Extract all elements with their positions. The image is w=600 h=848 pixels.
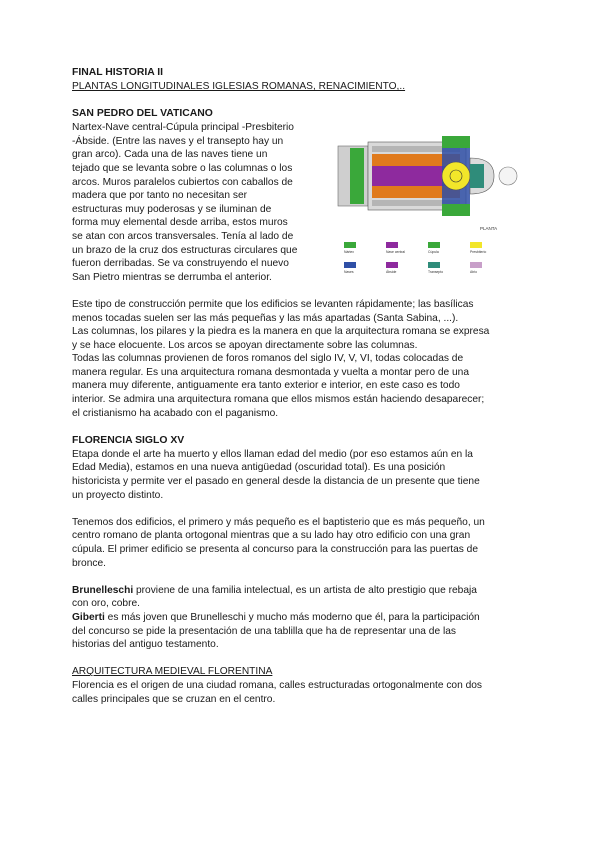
legend-swatch	[386, 262, 398, 268]
vaticano-text	[72, 121, 324, 284]
text-line	[72, 611, 530, 625]
legend-label: Naves	[344, 270, 354, 274]
text-line: del concurso se pide la presentación de una tablilla que ha de representar una de las	[72, 625, 456, 637]
legend-label: Presbiterio	[470, 250, 487, 254]
text-line: se atan con arcos transversales. Tenía al lado de	[72, 230, 294, 242]
text-line: cúpula. El primer edificio se presenta al concurso para la construcción para las puertas de	[72, 544, 479, 555]
legend-label: Atrio	[470, 270, 477, 274]
text-line: Las columnas, los pilares y la piedra es la manera en que la arquitectura romana se expresa	[72, 326, 490, 338]
text-line: centro romano de planta ortogonal mientras que a su lado hay otro edificio con una gran	[72, 530, 471, 542]
text-line: Nartex-Nave central-Cúpula principal -Presbiterio	[72, 122, 294, 134]
document-page	[72, 66, 530, 706]
figure-label: PLANTA	[480, 226, 498, 231]
legend-label: Ábside	[386, 270, 397, 274]
legend-label: Transepto	[428, 270, 444, 274]
text-span: proviene de una familia intelectual, es un artista de alto prestigio que rebaja	[133, 584, 477, 596]
text-line: historias del antiguo testamento.	[72, 639, 219, 651]
text-line: fueron derribadas. Se va construyendo el nuevo	[72, 258, 289, 270]
legend-swatch	[470, 242, 482, 248]
text-line: -Ábside. (Entre las naves y el transepto hay un	[72, 135, 284, 147]
text-line: calles principales que se cruzan en el centro.	[72, 693, 276, 705]
legend-swatch	[428, 242, 440, 248]
legend-label: Cúpula	[428, 250, 439, 254]
text-line: historicista y permite ver el pasado en general desde la distancia de un presente que tiene	[72, 476, 480, 488]
text-line: San Pietro mientras se derrumba el anterior.	[72, 271, 272, 283]
text-line: un brazo de la cruz dos estructuras circulares que	[72, 244, 298, 256]
text-line: madera que por tanto no necesitan ser	[72, 190, 247, 202]
document-title: FINAL HISTORIA II	[72, 67, 164, 78]
text-span: es más joven que Brunelleschi y mucho más moderno que él, para la participación	[104, 611, 480, 623]
legend-swatch	[344, 262, 356, 268]
text-line: estructuras muy poderosas y se iluminan de	[72, 203, 272, 215]
text-line: Tenemos dos edificios, el primero y más pequeño es el baptisterio que es más pequeño, un	[72, 516, 485, 528]
legend-swatch	[428, 262, 440, 268]
legend-swatch	[470, 262, 482, 268]
document-subtitle: PLANTAS LONGITUDINALES IGLESIAS ROMANAS, RENACIMIENTO,..	[72, 81, 406, 92]
legend-label: Nártex	[344, 250, 354, 254]
paragraph-florencia-2	[72, 516, 530, 570]
text-line: menos tocadas suelen ser las más pequeñas y las más apartadas (Santa Sabina, ...).	[72, 312, 459, 324]
paragraph-basilicas	[72, 298, 530, 420]
paragraph-medieval	[72, 679, 530, 706]
text-line: con oro, cobre.	[72, 598, 140, 610]
text-line: manera regular. Es una arquitectura romana desmontada y vuelta a montar pero de una	[72, 366, 469, 378]
text-line: y se hace elocuente. Los arcos se apoyan directamente sobre las columnas.	[72, 339, 418, 351]
section-heading-vaticano: SAN PEDRO DEL VATICANO	[72, 108, 213, 120]
basilica-floor-plan-figure	[334, 134, 530, 298]
brunelleschi-name: Brunelleschi	[72, 584, 134, 596]
text-line: el cristianismo ha acabado con el paganismo.	[72, 407, 279, 419]
text-line: Florencia es el origen de una ciudad romana, calles estructuradas ortogonalmente con dos	[72, 679, 483, 691]
giberti-name: Giberti	[72, 611, 105, 623]
legend-swatch	[386, 242, 398, 248]
section-heading-florencia: FLORENCIA SIGLO XV	[72, 434, 185, 446]
text-line: bronce.	[72, 557, 106, 569]
legend-label: Nave central	[386, 250, 406, 254]
text-line: interior. Se admira una arquitectura romana que ellos mismos están haciendo desaparecer;	[72, 394, 485, 406]
paragraph-artists	[72, 584, 530, 652]
text-line: un proyecto distinto.	[72, 489, 164, 501]
text-line: arcos. Muros paralelos cubiertos con caballos de	[72, 176, 293, 188]
text-line: Este tipo de construcción permite que los edificios se levanten rápidamente; las basílicas	[72, 298, 474, 310]
text-line: forma muy elemental desde arriba, estos muros	[72, 217, 288, 229]
text-line: Todas las columnas provienen de foros romanos del siglo IV, V, VI, todas colocadas de	[72, 353, 464, 365]
text-line: tejado que se levanta sobre o las columnas o los	[72, 162, 293, 174]
paragraph-florencia-1	[72, 448, 530, 502]
text-line: gran arco). Cada una de las naves tiene un	[72, 149, 268, 161]
text-line	[72, 584, 530, 598]
text-line: Etapa donde el arte ha muerto y ellos llaman edad del medio (por eso estamos aún en la	[72, 448, 473, 460]
legend-swatch	[344, 242, 356, 248]
text-line: Edad Media), estamos en una nueva antigüedad (oscuridad total). Es una posición	[72, 462, 446, 474]
text-line: manera muy diferente, antiguamente era tanto exterior e interior, en este caso es todo	[72, 380, 460, 392]
section-heading-medieval: ARQUITECTURA MEDIEVAL FLORENTINA	[72, 666, 273, 678]
